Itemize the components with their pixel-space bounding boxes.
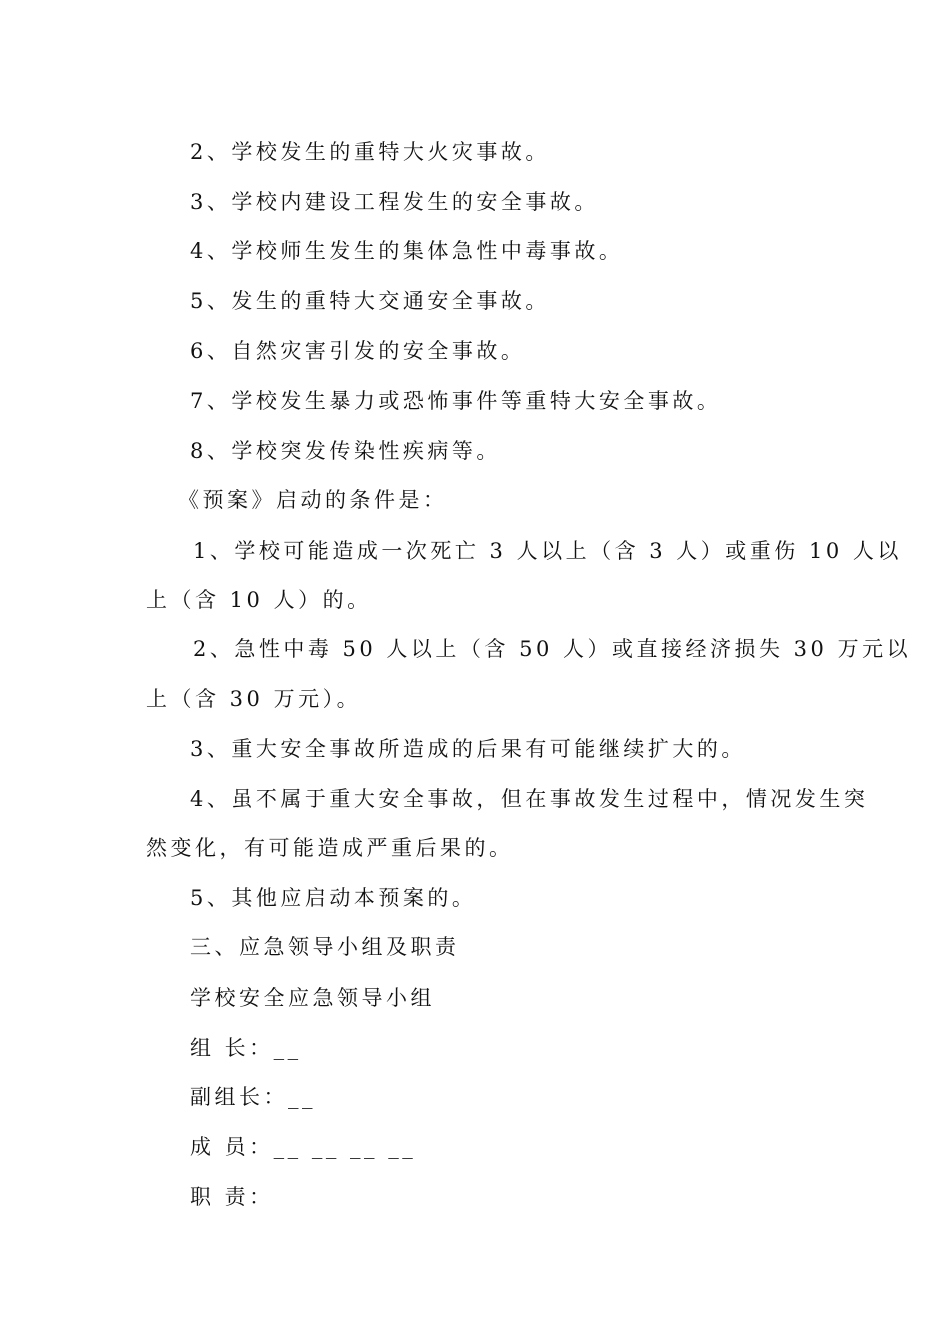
members-field: 成 员：__ __ __ __ [190,1135,417,1159]
group-leader-field: 组 长：__ [190,1036,302,1060]
list-item-natural-disaster: 6、自然灾害引发的安全事故。 [190,339,526,363]
condition-3: 3、重大安全事故所造成的后果有可能继续扩大的。 [190,737,746,761]
condition-1-line-2: 上（含 10 人）的。 [146,588,372,612]
condition-4-line-2: 然变化，有可能造成严重后果的。 [146,836,514,860]
duties-field: 职 责： [190,1185,274,1209]
list-item-violence-terror: 7、学校发生暴力或恐怖事件等重特大安全事故。 [190,389,722,413]
list-item-fire-accident: 2、学校发生的重特大火灾事故。 [190,140,550,164]
condition-5: 5、其他应启动本预案的。 [190,886,477,910]
list-item-construction-accident: 3、学校内建设工程发生的安全事故。 [190,190,599,214]
condition-1-line-1: 1、学校可能造成一次死亡 3 人以上（含 3 人）或重伤 10 人以 [193,539,902,563]
condition-4-line-1: 4、虽不属于重大安全事故，但在事故发生过程中，情况发生突 [190,787,869,811]
section-heading-leadership: 三、应急领导小组及职责 [190,935,460,959]
deputy-leader-field: 副组长：__ [190,1085,316,1109]
list-item-infectious-disease: 8、学校突发传染性疾病等。 [190,439,501,463]
condition-2-line-1: 2、急性中毒 50 人以上（含 50 人）或直接经济损失 30 万元以 [193,637,912,661]
list-item-poisoning-accident: 4、学校师生发生的集体急性中毒事故。 [190,239,624,263]
condition-2-line-2: 上（含 30 万元）。 [146,687,362,711]
list-item-traffic-accident: 5、发生的重特大交通安全事故。 [190,289,550,313]
group-title: 学校安全应急领导小组 [190,986,435,1010]
section-heading-conditions: 《预案》启动的条件是： [178,488,448,512]
